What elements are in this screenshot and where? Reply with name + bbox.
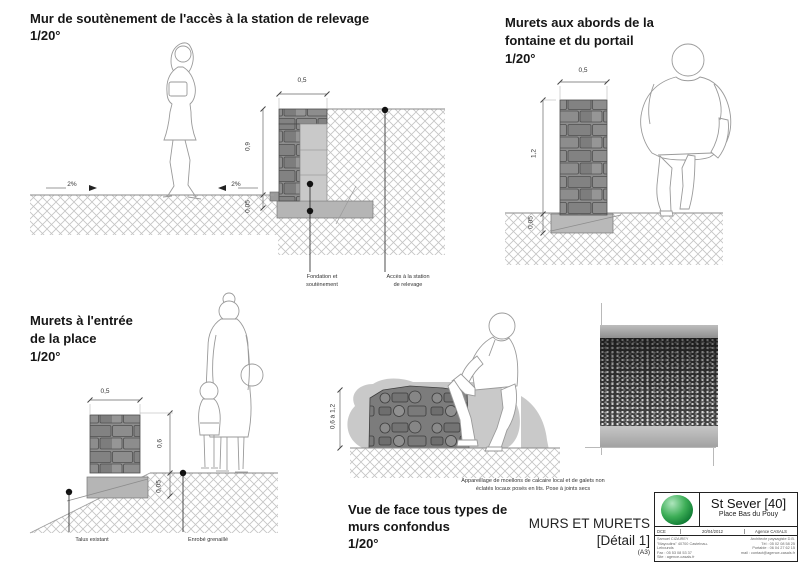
shadow-blob-right — [521, 396, 549, 450]
callout-dot — [307, 208, 313, 214]
fountain-wall-drawing — [500, 20, 800, 270]
agency-logo — [655, 493, 700, 526]
front-view-drawing — [325, 300, 575, 485]
crop-mark — [585, 447, 716, 448]
contact-line: Fax : 05 53 08 53 37 — [657, 550, 692, 555]
section3-scale: 1/20° — [30, 349, 61, 364]
foundation-label-line2: soutènement — [306, 282, 338, 288]
phase-label: DCE — [655, 529, 681, 534]
drawing-detail: [Détail 1] — [596, 533, 650, 548]
retaining-wall-drawing — [20, 40, 460, 300]
access-label-line2: de relevage — [393, 282, 423, 288]
upper-ground-hatch — [327, 109, 445, 255]
contact-right-column — [726, 536, 797, 561]
foundation-slab — [551, 214, 613, 233]
contact-line: Architecte paysagiste D.B. — [750, 537, 795, 542]
enrobe-label: Enrobé grenaillé — [187, 537, 229, 543]
dim-height: 0,9 — [244, 141, 252, 152]
contact-left-column — [655, 536, 726, 561]
foundation-label-line1: Fondation et — [306, 274, 338, 280]
section2-title-line1: Murets aux abords de la — [505, 15, 654, 30]
slope-label-left: 2% — [67, 181, 77, 188]
contact-line: Portable : 06 04 27 62 15 — [752, 546, 795, 551]
section2-title-line2: fontaine et du portail — [505, 33, 634, 48]
curb-step — [270, 192, 279, 201]
section3-title-line1: Murets à l'entrée — [30, 313, 133, 328]
project-location: Place Bas du Pouy — [718, 511, 779, 518]
woman-and-child-figure — [199, 293, 263, 472]
dim-height: 1,2 — [530, 148, 538, 159]
man-back-figure — [641, 44, 731, 216]
contact-line: "Mayoulins" 40700 Castelnau-Lebounds — [657, 541, 708, 551]
section4-scale: 1/20° — [348, 536, 379, 551]
ground-hatch — [30, 473, 278, 533]
ground-hatch — [505, 213, 723, 265]
masonry-caption-line1: Appareillage de moellons de calcaire local et de galets non — [461, 478, 605, 484]
agency-name: Agence CASALS — [744, 529, 797, 534]
wall-stone-facing — [279, 124, 300, 201]
green-sphere-logo-icon — [661, 495, 693, 525]
subsoil-hatch — [278, 218, 327, 255]
section3-title-line2: de la place — [30, 331, 97, 346]
dim-height-range: 0,6 à 1,2 — [329, 403, 337, 430]
date-label: 20/04/2012 — [702, 528, 723, 534]
photo-concrete-cap — [600, 325, 718, 338]
dim-base: 0,05 — [527, 216, 535, 229]
contact-line: Tél : 05 02 08 58 25 — [761, 541, 795, 546]
pavement-hatch — [30, 195, 278, 235]
contact-line: Samuel CIZAIREY — [657, 537, 689, 542]
stone-wall-photo — [600, 325, 718, 447]
entrance-wall-drawing — [20, 295, 300, 555]
talus-label: Talus existant — [75, 537, 109, 543]
stone-wall — [560, 100, 607, 215]
dim-height: 0,6 — [156, 438, 164, 449]
wall-cap-stones — [279, 109, 327, 124]
ground-hatch — [350, 448, 560, 478]
dim-base: 0,05 — [155, 480, 163, 493]
dim-width: 0,5 — [100, 388, 110, 395]
slope-arrow-right — [89, 185, 97, 191]
title-block — [654, 492, 798, 562]
photo-stone-texture — [600, 338, 718, 426]
foundation-slab — [277, 201, 373, 218]
section1-title: Mur de soutènement de l'accès à la station de relevage — [30, 11, 370, 26]
contact-line: Site : agence-casals.fr — [657, 555, 695, 560]
wall-concrete-core — [300, 124, 327, 201]
slope-arrow-left — [218, 185, 226, 191]
sheet-format: (A3) — [637, 549, 650, 556]
dim-width: 0,5 — [578, 67, 588, 74]
callout-dot — [307, 181, 313, 187]
section2-scale: 1/20° — [505, 51, 536, 66]
drawing-title: MURS ET MURETS — [528, 516, 650, 531]
access-label-line1: Accès à la station — [386, 274, 430, 280]
dim-width: 0,5 — [297, 77, 307, 84]
stone-wall — [90, 415, 140, 473]
masonry-caption-line2: éclatés locaux posés en lits. Pose à joints secs — [475, 486, 591, 492]
project-name: St Sever [40] — [710, 496, 787, 511]
slope-label-right: 2% — [231, 181, 241, 188]
callout-dot — [382, 107, 388, 113]
pedestrian-woman-figure — [163, 43, 201, 199]
contact-line: mail : contact@agence-casals.fr — [740, 550, 795, 555]
section1-scale: 1/20° — [30, 28, 61, 43]
section4-title-line1: Vue de face tous types de — [348, 502, 508, 517]
section4-title-line2: murs confondus — [348, 519, 450, 534]
photo-concrete-base — [600, 426, 718, 447]
dim-base: 0,05 — [244, 200, 252, 213]
